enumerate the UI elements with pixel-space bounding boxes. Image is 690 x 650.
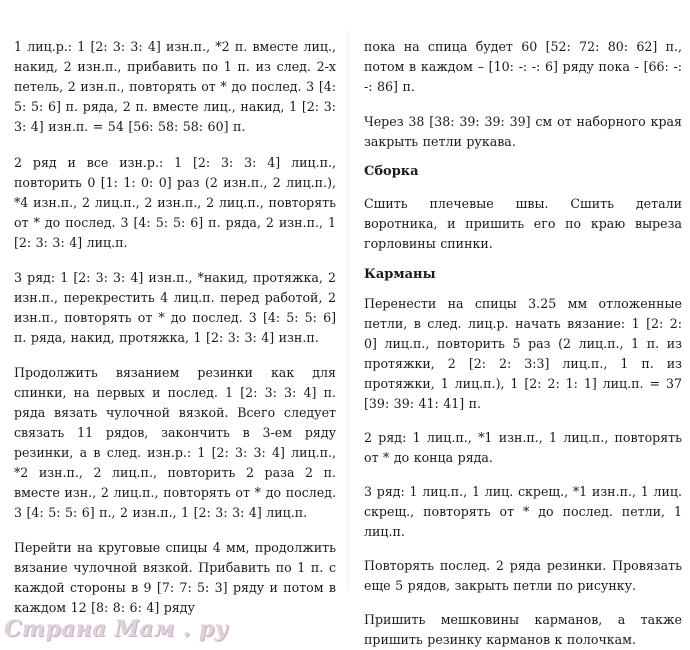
- paragraph-circular-needles: Перейти на круговые спицы 4 мм, продолжить вязание чулочной вязкой. Прибавить по 1 п. с каждой стороны в 9 [7: 7: 5: 3] ряду и потом в каждом 12 [8: 8: 6: 4] ряду: [14, 540, 336, 615]
- site-watermark: Страна Мам . ру: [4, 616, 228, 642]
- heading-assembly: Сборка: [364, 164, 419, 179]
- paragraph-assembly: Сшить плечевые швы. Сшить детали воротника, и пришить его по краю выреза горловины спинки.: [364, 196, 682, 251]
- paragraph-bind-off-sleeve: Через 38 [38: 39: 39: 39] см от наборного края закрыть петли рукава.: [364, 114, 682, 149]
- paragraph-pockets-transfer: Перенести на спицы 3.25 мм отложенные петли, в след. лиц.р. начать вязание: 1 [2: 2: 0] лиц.п., повторить 5 раз (2 лиц.п., 1 п. из протяжки, 2 [2: 2: 3:3] лиц.п., 1 п. из протяжки, 1 лиц.п.), 1 [2: 2: 1: 1] лиц.п. = 37 [39: 39: 41: 41] п.: [364, 296, 682, 411]
- paragraph-pockets-repeat: Повторять послед. 2 ряда резинки. Провязать еще 5 рядов, закрыть петли по рисунку.: [364, 558, 682, 593]
- paragraph-row-2: 2 ряд и все изн.р.: 1 [2: 3: 3: 4] лиц.п., повторить 0 [1: 1: 0: 0] раз (2 изн.п., 2 лиц.п.), *4 изн.п., 2 лиц.п., 2 изн.п., 2 лиц.п., повторять от * до послед. 3 [4: 5: 5: 6] п. ряда, 2 изн.п., 1 [2: 3: 3: 4] лиц.п.: [14, 155, 336, 250]
- paragraph-row-1: 1 лиц.р.: 1 [2: 3: 3: 4] изн.п., *2 п. вместе лиц., накид, 2 изн.п., прибавить по 1 п. из след. 2-х петель, 2 изн.п., повторять от * до послед. 3 [4: 5: 5: 6] п. ряда, 2 п. вместе лиц., накид, 1 [2: 3: 3: 4] изн.п. = 54 [56: 58: 58: 60] п.: [14, 39, 336, 134]
- paragraph-pockets-row-3: 3 ряд: 1 лиц.п., 1 лиц. скрещ., *1 изн.п., 1 лиц. скрещ., повторять от * до послед. петли, 1 лиц.п.: [364, 484, 682, 539]
- right-column: [364, 0, 682, 650]
- paragraph-row-3: 3 ряд: 1 [2: 3: 3: 4] изн.п., *накид, протяжка, 2 изн.п., перекрестить 4 лиц.п. перед работой, 2 изн.п., повторять от * до послед. 3 [4: 5: 5: 6] п. ряда, накид, протяжка, 1 [2: 3: 3: 4] изн.п.: [14, 270, 336, 345]
- paragraph-rib-continue: Продолжить вязанием резинки как для спинки, на первых и послед. 1 [2: 3: 3: 4] п. ряда вязать чулочной вязкой. Всего следует связать 11 рядов, закончить в 3-ем ряду резинки, а в след. изн.р.: 1 [2: 3: 3: 4] лиц.п., *2 изн.п., 2 лиц.п., повторить 2 раза 2 п. вместе изн., 2 лиц.п., повторять от * до послед. 3 [4: 5: 5: 6] п., 2 изн.п., 1 [2: 3: 3: 4] лиц.п.: [14, 365, 336, 520]
- column-divider: [348, 30, 349, 590]
- paragraph-pockets-row-2: 2 ряд: 1 лиц.п., *1 изн.п., 1 лиц.п., повторять от * до конца ряда.: [364, 430, 682, 465]
- paragraph-increase-continue: пока на спица будет 60 [52: 72: 80: 62] п., потом в каждом – [10: -: -: 6] ряду пока - [66: -: -: 86] п.: [364, 39, 682, 94]
- heading-pockets: Карманы: [364, 267, 436, 282]
- paragraph-pockets-sew: Пришить мешковины карманов, а также пришить резинку карманов к полочкам.: [364, 612, 682, 647]
- left-column: [14, 0, 336, 618]
